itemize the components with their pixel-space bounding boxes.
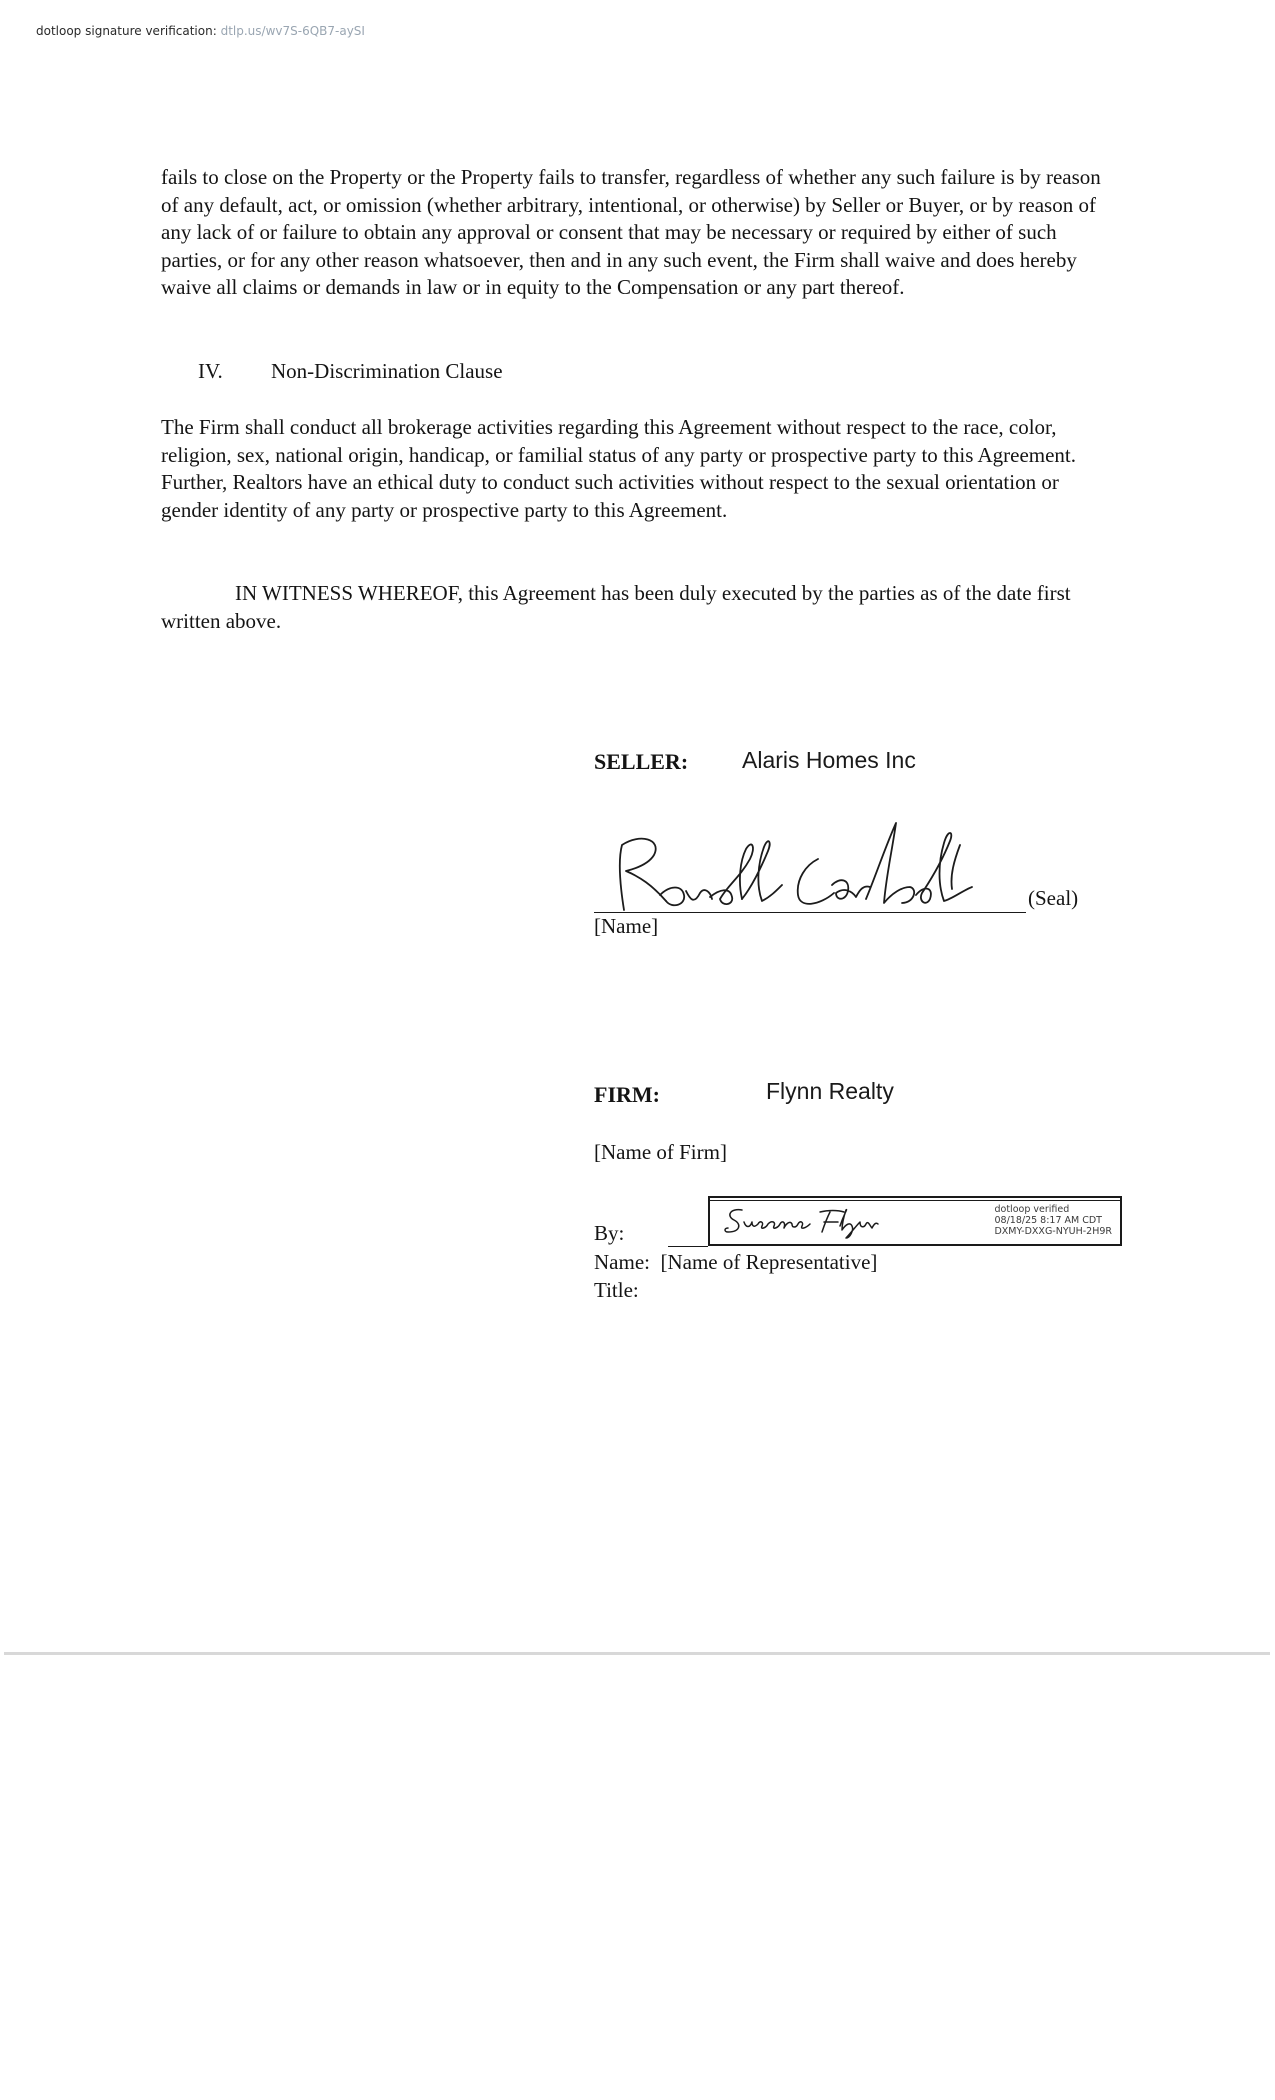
- seller-signature: [600, 815, 1000, 925]
- seller-name-label: [Name]: [594, 914, 659, 938]
- seller-signature-line: [594, 912, 1026, 913]
- nondiscrimination-paragraph: The Firm shall conduct all brokerage activities regarding this Agreement without respect to the race, color, religion, sex, national origin, handicap, or familial status of any party or prospective party to this Agreement. Further, Realtors have an ethical duty to conduct such activities without respect to the sexual orientation or gender identity of any party or prospective party to this Agreement.: [161, 415, 1077, 522]
- page-bottom-rule: [4, 1652, 1270, 1655]
- representative-name-label: Name: [Name of Representative]: [594, 1250, 878, 1274]
- firm-label: FIRM:: [594, 1082, 660, 1107]
- verification-label: dotloop signature verification:: [36, 24, 217, 38]
- firm-signature: [720, 1204, 880, 1245]
- dotloop-verified-signature-box: [708, 1196, 1122, 1246]
- signature-verification-header: [36, 24, 365, 38]
- witness-paragraph: IN WITNESS WHEREOF, this Agreement has been duly executed by the parties as of the date first written above.: [161, 581, 1071, 633]
- by-signature-line: [668, 1246, 708, 1247]
- by-label: By:: [594, 1221, 625, 1245]
- stamp-line-1: dotloop verified: [994, 1204, 1070, 1215]
- verification-link[interactable]: dtlp.us/wv7S-6QB7-aySI: [220, 24, 365, 38]
- stamp-line-3: DXMY-DXXG-NYUH-2H9R: [994, 1226, 1112, 1237]
- firm-name-label: [Name of Firm]: [594, 1140, 727, 1164]
- section-heading: [198, 358, 503, 385]
- seller-value: Alaris Homes Inc: [742, 747, 916, 773]
- stamp-line-2: 08/18/25 8:17 AM CDT: [994, 1215, 1102, 1226]
- seller-signature-drawing: [600, 815, 1000, 920]
- representative-title-label: Title:: [594, 1278, 639, 1302]
- section-number: IV.: [198, 359, 223, 383]
- dotloop-verified-stamp: [994, 1204, 1112, 1237]
- firm-value: Flynn Realty: [766, 1078, 894, 1104]
- seal-label: (Seal): [1028, 886, 1079, 910]
- seller-label: SELLER:: [594, 749, 689, 774]
- section-title: Non-Discrimination Clause: [271, 359, 503, 383]
- box-inner-rule: [710, 1200, 1120, 1201]
- firm-signature-drawing: [720, 1204, 880, 1240]
- continued-paragraph: fails to close on the Property or the Property fails to transfer, regardless of whether any such failure is by reason of any default, act, or omission (whether arbitrary, intentional, or otherwise) by Seller or Buyer, or by reason of any lack of or failure to obtain any approval or consent that may be necessary or required by either of such parties, or for any other reason whatsoever, then and in any such event, the Firm shall waive and does hereby waive all claims or demands in law or in equity to the Compensation or any part thereof.: [161, 165, 1101, 300]
